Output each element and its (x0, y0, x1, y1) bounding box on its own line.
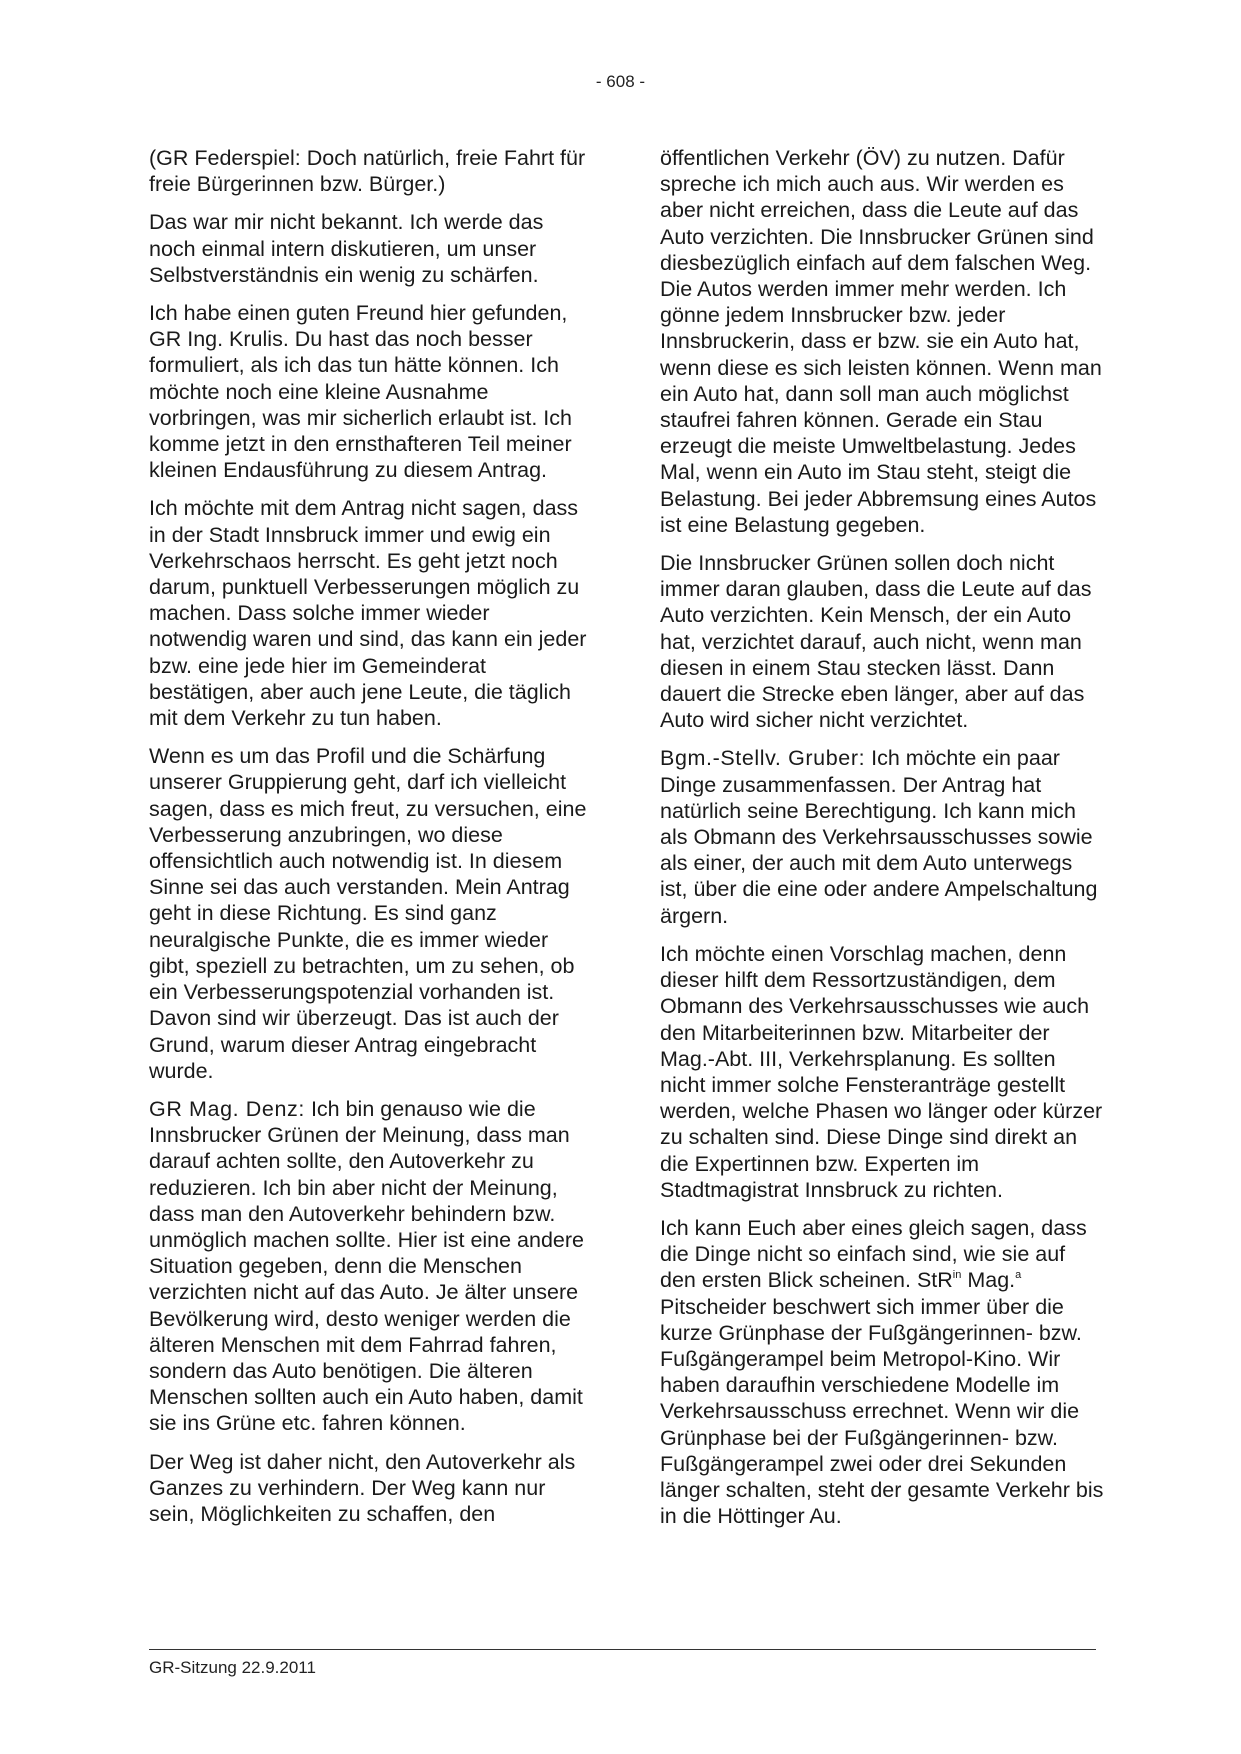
paragraph: Die Innsbrucker Grünen sollen doch nicht immer daran glauben, dass die Leute auf das Auto verzichten. Kein Mensch, der ein Auto hat, verzichtet darauf, auch nicht, wenn man diesen in einem Stau stecken lässt. Dann dauert die Strecke eben länger, aber auf das Auto wird sicher nicht verzichtet. (660, 551, 1092, 733)
superscript: a (1015, 1269, 1022, 1282)
paragraph (149, 1096, 593, 1437)
speech-text: Ich bin genauso wie die Innsbrucker Grünen der Meinung, dass man darauf achten sollte, den Autoverkehr zu reduzieren. Ich bin aber nicht der Meinung, dass man den Autoverkehr behindern bzw. unmöglich machen sollte. Hier ist eine andere Situation gegeben, denn die Menschen verzichten nicht auf das Auto. Je älter unsere Bevölkerung wird, desto weniger werden die älteren Menschen mit dem Fahrrad fahren, sondern das Auto benötigen. Die älteren Menschen sollten auch ein Auto haben, damit sie ins Grüne etc. fahren können. (149, 1096, 585, 1436)
footer-session-date: GR-Sitzung 22.9.2011 (149, 1658, 316, 1677)
speaker-name: GR Mag. Denz: (149, 1096, 305, 1121)
paragraph: Ich möchte mit dem Antrag nicht sagen, dass in der Stadt Innsbruck immer und ewig ein Verkehrschaos herrscht. Es geht jetzt noch darum, punktuell Verbesserungen möglich zu machen. Dass solche immer wieder notwendig waren und sind, das kann ein jeder bzw. eine jede hier im Gemeinderat bestätigen, aber auch jene Leute, die täglich mit dem Verkehr zu tun haben. (149, 496, 587, 731)
paragraph: Wenn es um das Profil und die Schärfung unserer Gruppierung geht, darf ich vielleicht sagen, dass es mich freut, zu versuchen, eine Verbesserung anzubringen, wo diese offensichtlich auch notwendig ist. In diesem Sinne sei das auch verstanden. Mein Antrag geht in diese Richtung. Es sind ganz neuralgische Punkte, die es immer wieder gibt, speziell zu betrachten, um zu sehen, ob ein Verbesserungspotenzial vorhanden ist. Davon sind wir überzeugt. Das ist auch der Grund, warum dieser Antrag eingebracht wurde. (149, 744, 587, 1083)
text-run: Ich kann Euch aber eines gleich sagen, dass die Dinge nicht so einfach sind, wie sie auf den ersten Blick scheinen. StR (660, 1215, 1087, 1293)
paragraph: öffentlichen Verkehr (ÖV) zu nutzen. Dafür spreche ich mich auch aus. Wir werden es aber nicht erreichen, dass die Leute auf das Auto verzichten. Die Innsbrucker Grünen sind diesbezüglich einfach auf dem falschen Weg. Die Autos werden immer mehr werden. Ich gönne jedem Innsbrucker bzw. jeder Innsbruckerin, dass er bzw. sie ein Auto hat, wenn diese es sich leisten können. Wenn man ein Auto hat, dann soll man auch möglichst staufrei fahren können. Gerade ein Stau erzeugt die meiste Umweltbelastung. Jedes Mal, wenn ein Auto im Stau steht, steigt die Belastung. Bei jeder Abbremsung eines Autos ist eine Belastung gegeben. (660, 146, 1102, 537)
text-run: Pitscheider beschwert sich immer über die kurze Grünphase der Fußgängerinnen- bzw. Fußgängerampel beim Metropol-Kino. Wir haben daraufhin verschiedene Modelle im Verkehrsausschuss errechnet. Wenn wir die Grünphase bei der Fußgängerinnen- bzw. Fußgängerampel zwei oder drei Sekunden länger schalten, steht der gesamte Verkehr bis in die Höttinger Au. (660, 1294, 1104, 1529)
left-column (149, 145, 593, 1539)
paragraph: Der Weg ist daher nicht, den Autoverkehr als Ganzes zu verhindern. Der Weg kann nur sein, Möglichkeiten zu schaffen, den (149, 1449, 576, 1526)
paragraph: Ich habe einen guten Freund hier gefunden, GR Ing. Krulis. Du hast das noch besser formuliert, als ich das tun hätte können. Ich möchte noch eine kleine Ausnahme vorbringen, was mir sicherlich erlaubt ist. Ich komme jetzt in den ernsthafteren Teil meiner kleinen Endausführung zu diesem Antrag. (149, 301, 572, 483)
superscript: in (952, 1269, 962, 1282)
text-run: Mag. (961, 1268, 1016, 1293)
paragraph (660, 1215, 1104, 1529)
paragraph (660, 745, 1104, 928)
footer-divider (149, 1649, 1096, 1650)
speaker-name: Bgm.-Stellv. Gruber: (660, 746, 866, 771)
paragraph: Das war mir nicht bekannt. Ich werde das noch einmal intern diskutieren, um unser Selbstverständnis ein wenig zu schärfen. (149, 210, 544, 287)
page-number: - 608 - (595, 72, 646, 91)
paragraph: (GR Federspiel: Doch natürlich, freie Fahrt für freie Bürgerinnen bzw. Bürger.) (149, 146, 586, 197)
paragraph: Ich möchte einen Vorschlag machen, denn dieser hilft dem Ressortzuständigen, dem Obmann des Verkehrsausschusses wie auch den Mitarbeiterinnen bzw. Mitarbeiter der Mag.-Abt. III, Verkehrsplanung. Es sollten nicht immer solche Fensteranträge gestellt werden, welche Phasen wo länger oder kürzer zu schalten sind. Diese Dinge sind direkt an die Expertinnen bzw. Experten im Stadtmagistrat Innsbruck zu richten. (660, 941, 1103, 1202)
speech-text: Ich möchte ein paar Dinge zusammenfassen. Der Antrag hat natürlich seine Berechtigung. Ich kann mich als Obmann des Verkehrsausschusses sowie als einer, der auch mit dem Auto unterwegs ist, über die eine oder andere Ampelschaltung ärgern. (660, 746, 1098, 928)
right-column (660, 145, 1104, 1541)
